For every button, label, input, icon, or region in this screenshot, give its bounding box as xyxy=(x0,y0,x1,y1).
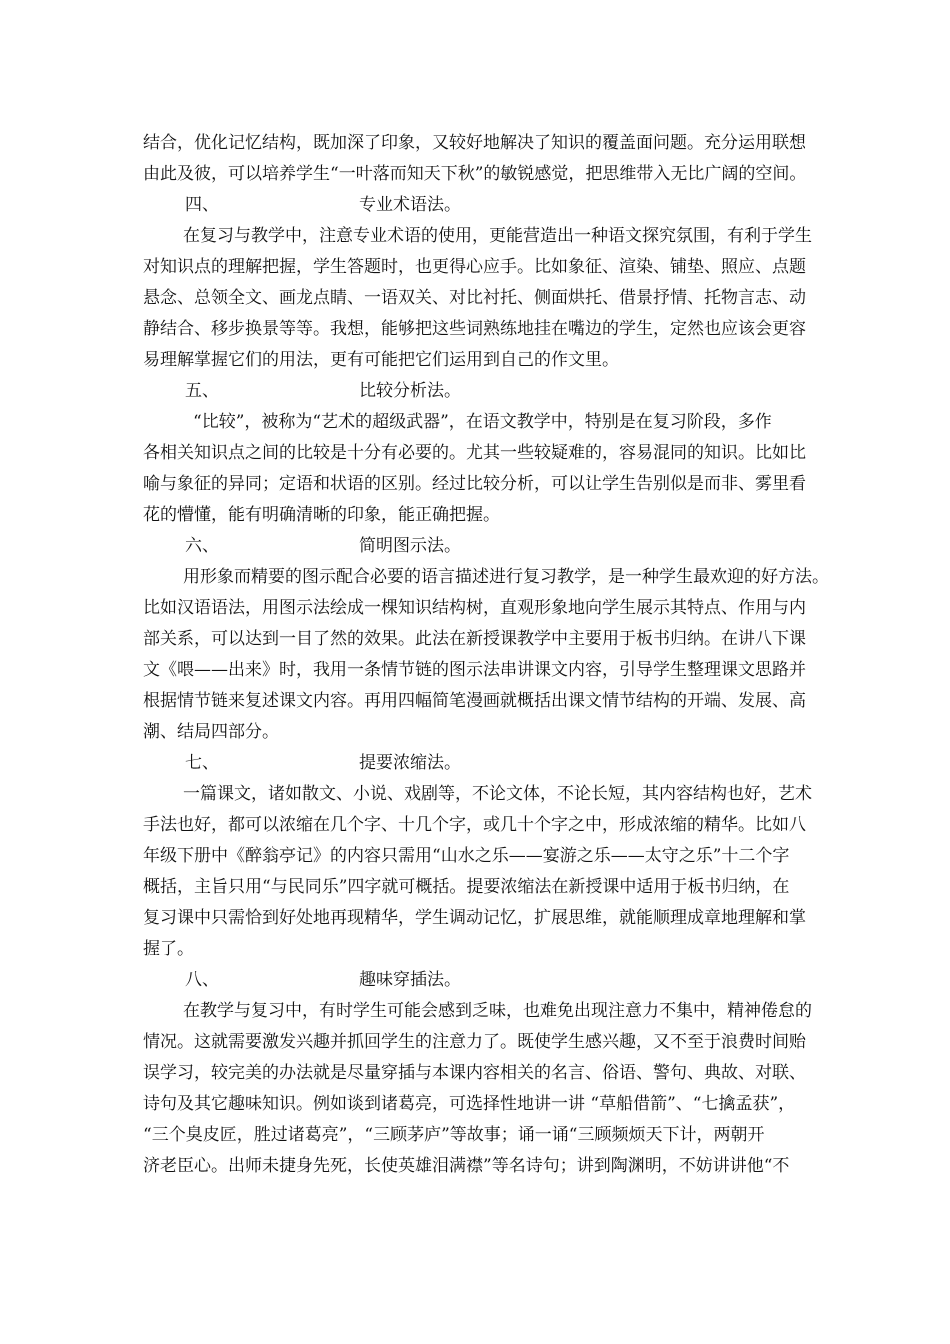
body-line: 手法也好，都可以浓缩在几个字、十几个字，或几十个字之中，形成浓缩的精华。比如八 xyxy=(143,815,806,835)
body-line: 在教学与复习中，有时学生可能会感到乏味，也难免出现注意力不集中，精神倦怠的 xyxy=(183,1001,812,1021)
section-title: 简明图示法。 xyxy=(359,536,461,556)
body-line: 花的懵懂，能有明确清晰的印象，能正确把握。 xyxy=(143,505,500,525)
body-line: 一篇课文，诸如散文、小说、戏剧等，不论文体，不论长短，其内容结构也好，艺术 xyxy=(183,784,812,804)
body-line: 潮、结局四部分。 xyxy=(143,722,279,742)
section-heading xyxy=(143,190,823,221)
body-line: 诗句及其它趣味知识。例如谈到诸葛亮，可选择性地讲一讲 “草船借箭”、“七擒孟获”， xyxy=(143,1094,796,1114)
section-number: 七、 xyxy=(185,753,219,773)
section-heading xyxy=(143,376,823,407)
body-line: 用形象而精要的图示配合必要的语言描述进行复习教学，是一种学生最欢迎的好方法。 xyxy=(183,567,829,587)
section-number: 五、 xyxy=(185,381,219,401)
section-title: 趣味穿插法。 xyxy=(359,970,461,990)
body-line: 在复习与教学中，注意专业术语的使用，更能营造出一种语文探究氛围，有利于学生 xyxy=(183,226,812,246)
section-title: 专业术语法。 xyxy=(359,195,461,215)
document-body xyxy=(143,128,829,1182)
section-title: 提要浓缩法。 xyxy=(359,753,461,773)
body-line: 易理解掌握它们的用法，更有可能把它们运用到自己的作文里。 xyxy=(143,350,619,370)
body-line: 由此及彼，可以培养学生“一叶落而知天下秋”的敏锐感觉，把思维带入无比广阔的空间。 xyxy=(143,164,807,184)
body-line: 悬念、总领全文、画龙点睛、一语双关、对比衬托、侧面烘托、借景抒情、托物言志、动 xyxy=(143,288,806,308)
body-line: 济老臣心。出师未捷身先死，长使英雄泪满襟”等名诗句；讲到陶渊明，不妨讲讲他“不 xyxy=(143,1156,790,1176)
body-line: 结合，优化记忆结构，既加深了印象，又较好地解决了知识的覆盖面问题。充分运用联想 xyxy=(143,133,806,153)
section-number: 八、 xyxy=(185,970,219,990)
section-heading xyxy=(143,531,823,562)
section-number: 六、 xyxy=(185,536,219,556)
section-title: 比较分析法。 xyxy=(359,381,461,401)
body-line: 文《喂——出来》时，我用一条情节链的图示法串讲课文内容，引导学生整理课文思路并 xyxy=(143,660,806,680)
body-line: 根据情节链来复述课文内容。再用四幅简笔漫画就概括出课文情节结构的开端、发展、高 xyxy=(143,691,806,711)
body-line: 握了。 xyxy=(143,939,194,959)
section-heading xyxy=(143,748,823,779)
body-line: 比如汉语语法，用图示法绘成一棵知识结构树，直观形象地向学生展示其特点、作用与内 xyxy=(143,598,806,618)
body-line: 对知识点的理解把握，学生答题时，也更得心应手。比如象征、渲染、铺垫、照应、点题 xyxy=(143,257,806,277)
body-line: 概括，主旨只用“与民同乐”四字就可概括。提要浓缩法在新授课中适用于板书归纳，在 xyxy=(143,877,790,897)
body-line: 误学习，较完美的办法就是尽量穿插与本课内容相关的名言、俗语、警句、典故、对联、 xyxy=(143,1063,806,1083)
body-line: 静结合、移步换景等等。我想，能够把这些词熟练地挂在嘴边的学生，定然也应该会更容 xyxy=(143,319,806,339)
body-line: “比较”，被称为“艺术的超级武器”，在语文教学中，特别是在复习阶段，多作 xyxy=(193,412,772,432)
section-number: 四、 xyxy=(185,195,219,215)
body-line: 部关系，可以达到一目了然的效果。此法在新授课教学中主要用于板书归纳。在讲八下课 xyxy=(143,629,806,649)
body-line: 复习课中只需恰到好处地再现精华，学生调动记忆，扩展思维，就能顺理成章地理解和掌 xyxy=(143,908,806,928)
body-line: 各相关知识点之间的比较是十分有必要的。尤其一些较疑难的，容易混同的知识。比如比 xyxy=(143,443,806,463)
body-line: “三个臭皮匠，胜过诸葛亮”，“三顾茅庐”等故事；诵一诵“三顾频烦天下计，两朝开 xyxy=(143,1125,765,1145)
body-line: 喻与象征的异同；定语和状语的区别。经过比较分析，可以让学生告别似是而非、雾里看 xyxy=(143,474,806,494)
body-line: 年级下册中《醉翁亭记》的内容只需用“山水之乐——宴游之乐——太守之乐”十二个字 xyxy=(143,846,790,866)
body-line: 情况。这就需要激发兴趣并抓回学生的注意力了。既使学生感兴趣，又不至于浪费时间贻 xyxy=(143,1032,806,1052)
section-heading xyxy=(143,965,823,996)
